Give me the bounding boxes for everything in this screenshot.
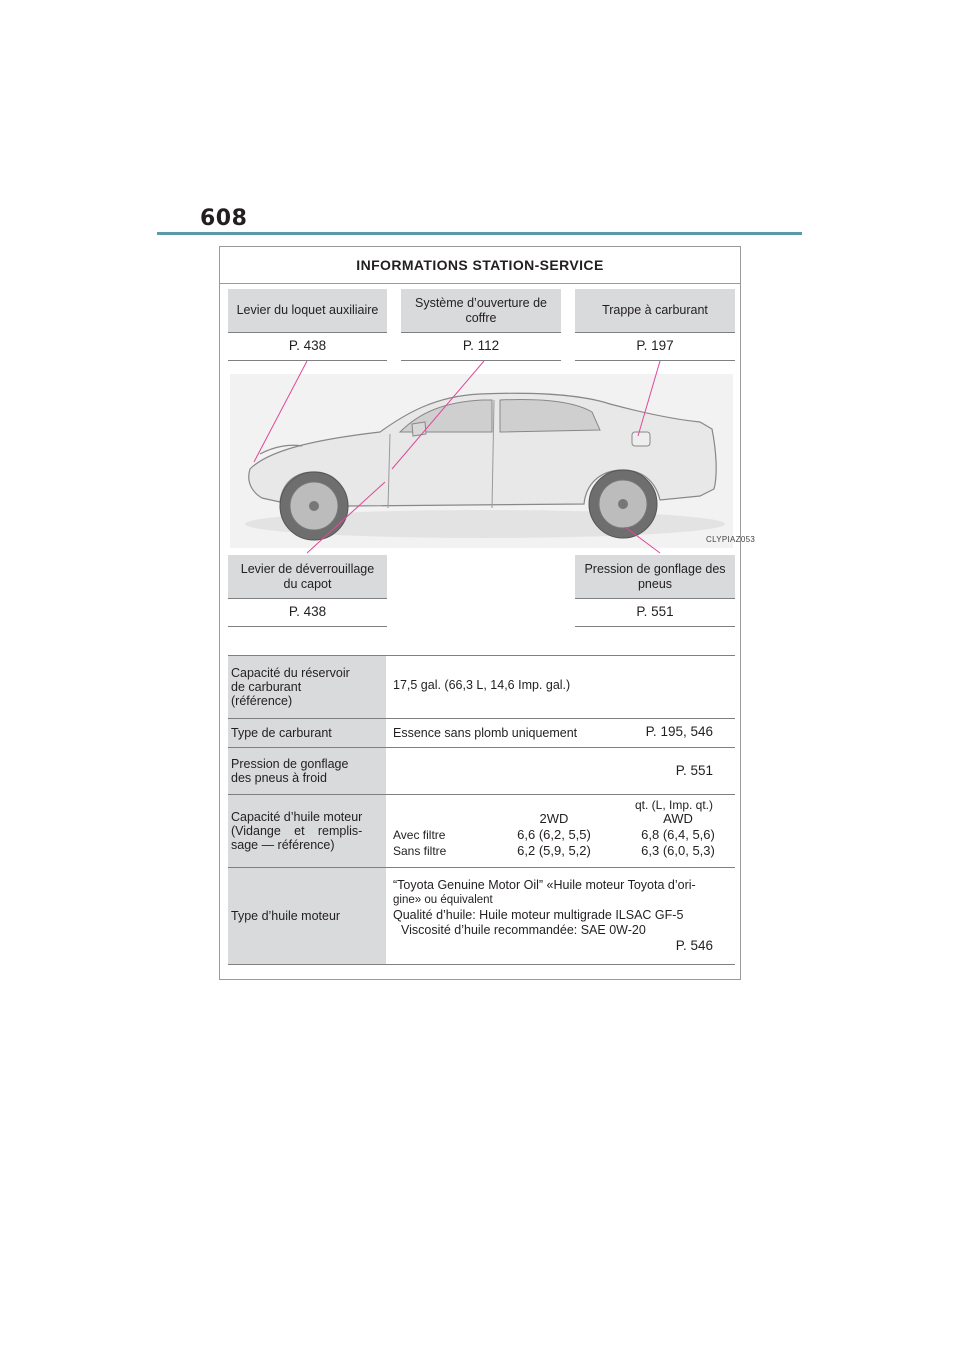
oil-type-line: gine» ou équivalent xyxy=(393,894,493,906)
spec-label-fuel-capacity xyxy=(228,656,386,718)
callout-trunk-opener-ref[interactable]: P. 112 xyxy=(401,333,561,361)
oil-type-ref[interactable]: P. 546 xyxy=(675,938,713,953)
panel-title: INFORMATIONS STATION-SERVICE xyxy=(356,257,604,273)
spec-row-oil-type xyxy=(228,868,735,965)
car-side-illustration xyxy=(230,374,733,548)
spec-table xyxy=(228,655,735,965)
callout-fuel-door-ref[interactable]: P. 197 xyxy=(575,333,735,361)
header-rule xyxy=(157,232,802,235)
label-line: (référence) xyxy=(231,694,293,708)
spec-value-fuel-type xyxy=(393,719,735,747)
oil-type-line: Viscosité d’huile recommandée: SAE 0W-20 xyxy=(401,923,646,937)
panel-header xyxy=(220,247,740,284)
spec-value-oil-capacity xyxy=(393,795,735,867)
oil-row-awd: 6,3 (6,0, 5,3) xyxy=(641,843,715,858)
callout-tire-pressure-ref[interactable]: P. 551 xyxy=(575,599,735,627)
rear-wheel xyxy=(589,470,657,538)
callout-hood-release-label: Levier de déverrouillage du capot xyxy=(228,555,387,599)
callout-trunk-opener-label: Système d’ouverture de coffre xyxy=(401,289,561,333)
label-line: sage — référence) xyxy=(231,838,335,852)
fuel-capacity-value: 17,5 gal. (66,3 L, 14,6 Imp. gal.) xyxy=(393,678,571,692)
spec-row-fuel-type xyxy=(228,719,735,748)
fuel-type-ref[interactable]: P. 195, 546 xyxy=(645,724,713,739)
illustration-code: CLYPIAZ053 xyxy=(706,535,756,544)
oil-col-2wd: 2WD xyxy=(539,811,569,826)
callout-hood-release-ref[interactable]: P. 438 xyxy=(228,599,387,627)
spec-label-oil-capacity xyxy=(228,795,386,867)
oil-row-2wd: 6,2 (5,9, 5,2) xyxy=(517,843,591,858)
spec-value-oil-type xyxy=(393,868,735,964)
callout-fuel-door-label: Trappe à carburant xyxy=(575,289,735,333)
spec-row-tire-pressure xyxy=(228,748,735,795)
label-line: Capacité d’huile moteur xyxy=(231,810,363,824)
service-info-panel xyxy=(219,246,756,980)
label-line: de carburant xyxy=(231,680,302,694)
oil-row-awd: 6,8 (6,4, 5,6) xyxy=(641,827,715,842)
oil-row-label: Avec filtre xyxy=(393,828,446,842)
page-number: 608 xyxy=(200,206,248,231)
spec-value-tire-pressure xyxy=(393,748,735,794)
oil-unit: qt. (L, Imp. qt.) xyxy=(634,798,713,812)
spec-row-oil-capacity xyxy=(228,795,735,868)
spec-label-fuel-type: Type de carburant xyxy=(228,719,386,747)
oil-col-awd: AWD xyxy=(663,811,693,826)
spec-label-tire-pressure xyxy=(228,748,386,794)
callout-aux-latch-ref[interactable]: P. 438 xyxy=(228,333,387,361)
label-line: (Vidange et remplis- xyxy=(231,824,363,838)
spec-value-fuel-capacity xyxy=(393,656,735,718)
oil-row-label: Sans filtre xyxy=(393,844,447,858)
oil-type-line: Qualité d’huile: Huile moteur multigrade ILSAC GF-5 xyxy=(393,908,684,922)
label-line: Pression de gonflage xyxy=(231,757,349,771)
spec-label-oil-type: Type d’huile moteur xyxy=(228,868,386,964)
front-wheel xyxy=(280,472,348,540)
label-line: des pneus à froid xyxy=(231,771,327,785)
fuel-type-value: Essence sans plomb uniquement xyxy=(393,726,578,740)
oil-row-2wd: 6,6 (6,2, 5,5) xyxy=(517,827,591,842)
callout-tire-pressure-label: Pression de gonflage des pneus xyxy=(575,555,735,599)
label-line: Capacité du réservoir xyxy=(231,666,350,680)
oil-type-line: “Toyota Genuine Motor Oil” «Huile moteur Toyota d’ori- xyxy=(393,878,696,892)
spec-row-fuel-capacity xyxy=(228,655,735,719)
callout-aux-latch-label: Levier du loquet auxiliaire xyxy=(228,289,387,333)
tire-pressure-ref[interactable]: P. 551 xyxy=(675,763,713,778)
